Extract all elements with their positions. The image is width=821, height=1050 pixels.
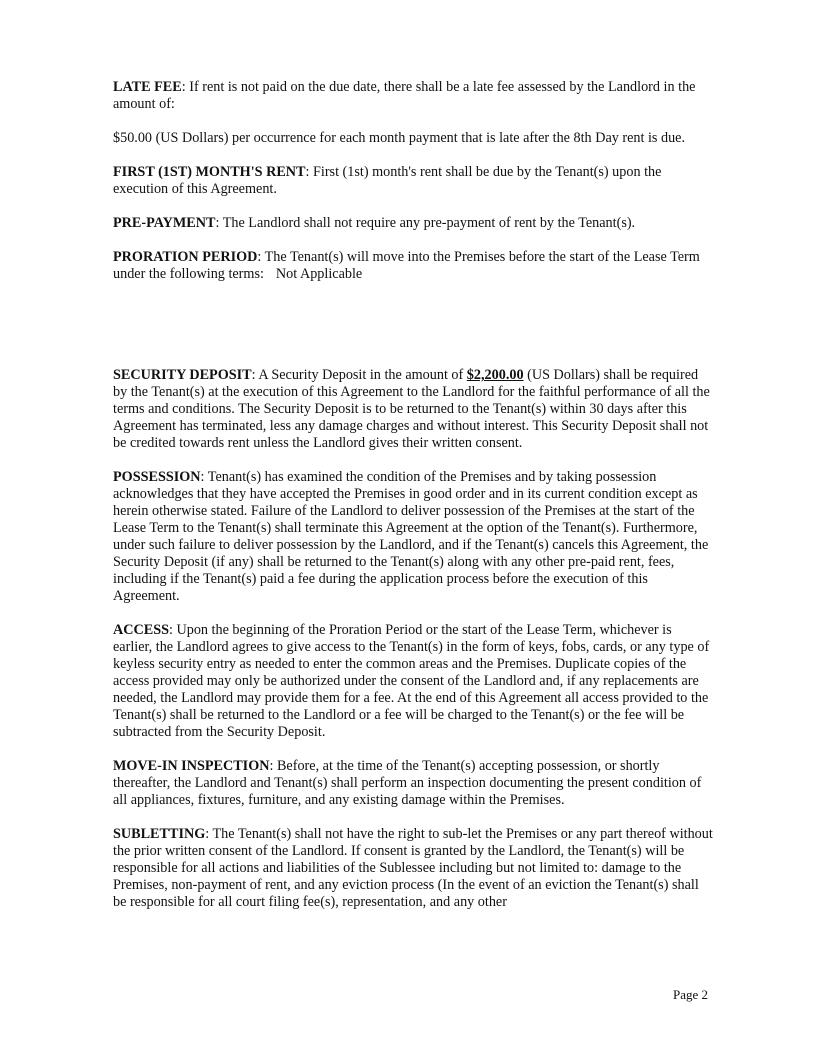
possession-text: : Tenant(s) has examined the condition of the Premises and by taking possession acknowledges that they have accepted the Premises in good order and in its current condition except as herein otherwise stated. Failure of the Landlord to deliver possession of the Premises at the start of the Lease Term to the Tenant(s) shall terminate this Agreement at the option of the Tenant(s). Furthermore, under such failure to deliver possession by the Landlord, and if the Tenant(s) cancels this Agreement, the Security Deposit (if any) shall be returned to the Tenant(s) along with any other pre-paid rent, fees, including if the Tenant(s) paid a fee during the application process before the execution of this Agreement. (113, 469, 709, 604)
late-fee-term: LATE FEE (113, 79, 182, 95)
late-fee-text: : If rent is not paid on the due date, there shall be a late fee assessed by the Landlord in the amount of: (113, 79, 696, 112)
subletting-term: SUBLETTING (113, 826, 206, 842)
page-number: Page 2 (672, 987, 708, 1002)
proration-period-clause (113, 249, 713, 283)
proration-period-value: Not Applicable (275, 266, 363, 282)
security-deposit-text-after: (US Dollars) shall be required by the Tenant(s) at the execution of this Agreement to the Landlord for the faithful performance of all the terms and conditions. The Security Deposit is to be returned to the Tenant(s) within 30 days after this Agreement has terminated, less any damage charges and without interest. This Security Deposit shall not be credited towards rent unless the Landlord gives their written consent. (113, 367, 710, 451)
late-fee-clause (113, 79, 713, 113)
proration-period-term: PRORATION PERIOD (113, 249, 258, 265)
security-deposit-text-before: : A Security Deposit in the amount of (251, 367, 467, 383)
subletting-clause (113, 826, 713, 911)
pre-payment-clause (113, 215, 713, 232)
late-fee-amount-clause (113, 130, 713, 147)
move-in-inspection-clause (113, 758, 713, 809)
access-text: : Upon the beginning of the Proration Period or the start of the Lease Term, whichever is earlier, the Landlord agrees to give access to the Tenant(s) in the form of keys, fobs, cards, or any type of keyless security entry as needed to enter the common areas and the Premises. Duplicate copies of the access provided may only be authorized under the consent of the Landlord and, if any replacements are needed, the Landlord may provide them for a fee. At the end of this Agreement all access provided to the Tenant(s) shall be returned to the Landlord or a fee will be charged to the Tenant(s) or the fee will be subtracted from the Security Deposit. (113, 622, 710, 740)
first-month-rent-term: FIRST (1ST) MONTH'S RENT (113, 164, 306, 180)
first-month-rent-clause (113, 164, 713, 198)
proration-period-text: : The Tenant(s) will move into the Premises before the start of the Lease Term under the following terms: (113, 249, 700, 282)
security-deposit-amount: $2,200.00 (466, 367, 524, 383)
pre-payment-term: PRE-PAYMENT (113, 215, 216, 231)
security-deposit-term: SECURITY DEPOSIT (113, 367, 252, 383)
access-term: ACCESS (113, 622, 169, 638)
security-deposit-clause (113, 367, 713, 452)
pre-payment-text: : The Landlord shall not require any pre-payment of rent by the Tenant(s). (215, 215, 636, 231)
page-body (113, 79, 713, 928)
first-month-rent-text: : First (1st) month's rent shall be due by the Tenant(s) upon the execution of this Agreement. (113, 164, 662, 197)
possession-term: POSSESSION (113, 469, 201, 485)
move-in-inspection-text: : Before, at the time of the Tenant(s) accepting possession, or shortly thereafter, the Landlord and Tenant(s) shall perform an inspection documenting the present condition of all appliances, fixtures, furniture, and any existing damage within the Premises. (113, 758, 702, 808)
access-clause (113, 622, 713, 741)
move-in-inspection-term: MOVE-IN INSPECTION (113, 758, 270, 774)
possession-clause (113, 469, 713, 605)
late-fee-amount-text: $50.00 (US Dollars) per occurrence for each month payment that is late after the 8th Day rent is due. (113, 130, 686, 146)
subletting-text: : The Tenant(s) shall not have the right to sub-let the Premises or any part thereof without the prior written consent of the Landlord. If consent is granted by the Landlord, the Tenant(s) will be responsible for all actions and liabilities of the Sublessee including but not limited to: damage to the Premises, non-payment of rent, and any eviction process (In the event of an eviction the Tenant(s) shall be responsible for all court filing fee(s), representation, and any other (113, 826, 713, 910)
